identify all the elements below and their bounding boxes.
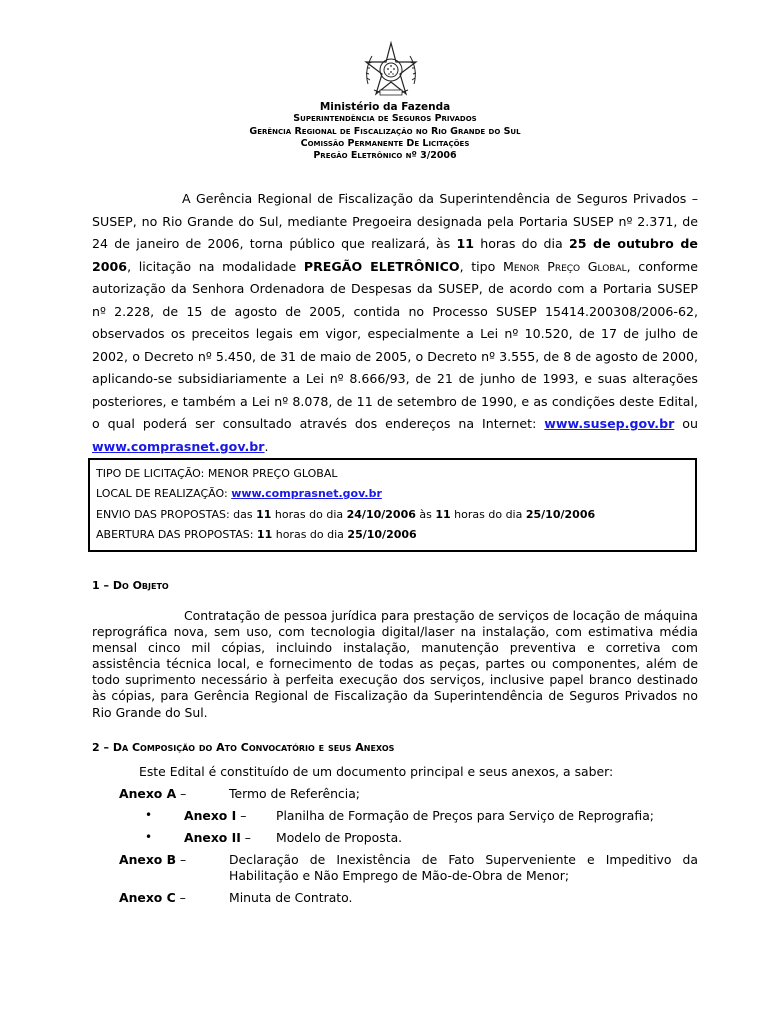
box-envio-date-1: 24/10/2006 [346,508,416,521]
box-envio-date-2: 25/10/2006 [525,508,596,521]
intro-section [92,188,698,458]
annex-ii-label [184,830,251,845]
annex-b-label [119,852,186,867]
intro-hour: 11 [456,236,474,251]
susep-link[interactable]: www.susep.gov.br [544,416,675,431]
box-envio-hour-1: 11 [256,508,272,521]
annex-a-dash: – [176,786,187,801]
box-comprasnet-link[interactable]: www.comprasnet.gov.br [231,487,382,500]
annex-i-text: Planilha de Formação de Preços para Serviço de Reprografia; [276,808,654,823]
box-envio [96,508,595,521]
intro-date: 25 de outubro de 2006 [92,236,698,274]
intro-text-6: ou [674,416,698,431]
header-ministry: Ministério da Fazenda [319,101,451,113]
box-local-label: LOCAL DE REALIZAÇÃO: [96,487,232,500]
coat-of-arms-icon [360,40,422,102]
annex-a-name: Anexo A [119,786,177,801]
annex-ii-text: Modelo de Proposta. [276,830,403,845]
document-header [0,101,770,162]
annex-c-label [119,890,186,905]
box-abertura [96,528,417,541]
section-1-text: Contratação de pessoa jurídica para prestação de serviços de locação de máquina reprográfica nova, sem uso, com tecnologia digital/laser na instalação, com estimativa média mensal cinco mil cópias, incluindo instalação, manutenção preventiva e corretiva com assistência técnica local, e fornecimento de todas as peças, partes ou componentes, além de todo suprimento necessário à perfeita execução dos serviços, inclusive papel branco destinado às cópias, para Gerência Regional de Fiscalização da Superintendência de Seguros Privados no Rio Grande do Sul. [92,608,698,720]
annex-b-dash: – [176,852,187,867]
intro-text-3: , licitação na modalidade [127,258,304,274]
box-abertura-text: horas do dia [272,528,348,541]
annex-i-label [184,808,246,823]
annex-c-name: Anexo C [119,890,176,905]
section-1-title: 1 – Do Objeto [92,579,169,592]
intro-modality: PREGÃO ELETRÔNICO [303,258,460,274]
intro-text-5: , conforme autorização da Senhora Ordenadora de Despesas da SUSEP, de acordo com a Portaria SUSEP nº 2.228, de 15 de agosto de 2005, contida no Processo SUSEP 15414.200308/2006-62, observados os preceitos legais em vigor, especialmente a Lei nº 10.520, de 17 de julho de 2002, o Decreto nº 5.450, de 31 de maio de 2005, o Decreto nº 3.555, de 8 de agosto de 2000, aplicando-se subsidiariamente a Lei nº 8.666/93, de 21 de junho de 1993, e suas alterações posteriores, e também a Lei nº 8.078, de 11 de setembro de 1990, e as condições deste Edital, o qual poderá ser consultado através dos endereços na Internet: [92,258,699,431]
box-envio-label: ENVIO DAS PROPOSTAS: [96,508,234,521]
box-abertura-label: ABERTURA DAS PROPOSTAS: [96,528,257,541]
header-superintendence: Superintendência de Seguros Privados [293,113,477,125]
box-tipo: TIPO DE LICITAÇÃO: MENOR PREÇO GLOBAL [96,467,338,480]
bullet-icon: • [145,808,153,822]
bullet-icon: • [145,830,153,844]
box-local [96,487,382,500]
intro-text-2: horas do dia [474,236,569,251]
intro-text-7: . [264,438,269,454]
annex-c-dash: – [175,890,186,905]
summary-box [88,458,697,552]
annex-b-name: Anexo B [119,852,177,867]
box-abertura-hour: 11 [256,528,273,541]
intro-text-4: , tipo [459,258,503,274]
annex-b-text: Declaração de Inexistência de Fato Superveniente e Impeditivo da Habilitação e Não Emprego de Mão-de-Obra de Menor; [229,852,698,883]
annex-i-dash: – [236,808,247,823]
intro-text-1: A Gerência Regional de Fiscalização da Superintendência de Seguros Privados – SUSEP, no Rio Grande do Sul, mediante Pregoeira designada pela Portaria SUSEP nº 2.371, de 24 de janeiro de 2006, torna público que realizará, às [92,191,698,251]
annex-i-name: Anexo I [184,808,237,823]
box-envio-text-4: horas do dia [450,508,526,521]
box-envio-hour-2: 11 [435,508,451,521]
annex-ii-dash: – [240,830,251,845]
intro-type: Menor Preço Global [502,258,627,274]
annex-a-label [119,786,186,801]
box-abertura-date: 25/10/2006 [347,528,417,541]
box-envio-text-2: horas do dia [271,508,347,521]
header-regional-management: Gerência Regional de Fiscalização no Rio Grande do Sul [249,125,521,137]
annex-a-text: Termo de Referência; [229,786,360,801]
header-commission: Comissão Permanente De Licitações [300,137,470,149]
section-2-title: 2 – Da Composição do Ato Convocatório e seus Anexos [92,741,395,754]
box-envio-text-3: às [415,508,436,521]
box-envio-text-1: das [233,508,257,521]
intro-paragraph [92,188,698,458]
annex-c-text: Minuta de Contrato. [229,890,353,905]
comprasnet-link[interactable]: www.comprasnet.gov.br [92,438,265,454]
header-auction-number: Pregão Eletrônico nº 3/2006 [313,150,457,162]
section-2-lead: Este Edital é constituído de um documento principal e seus anexos, a saber: [139,764,614,779]
annex-ii-name: Anexo II [184,830,241,845]
